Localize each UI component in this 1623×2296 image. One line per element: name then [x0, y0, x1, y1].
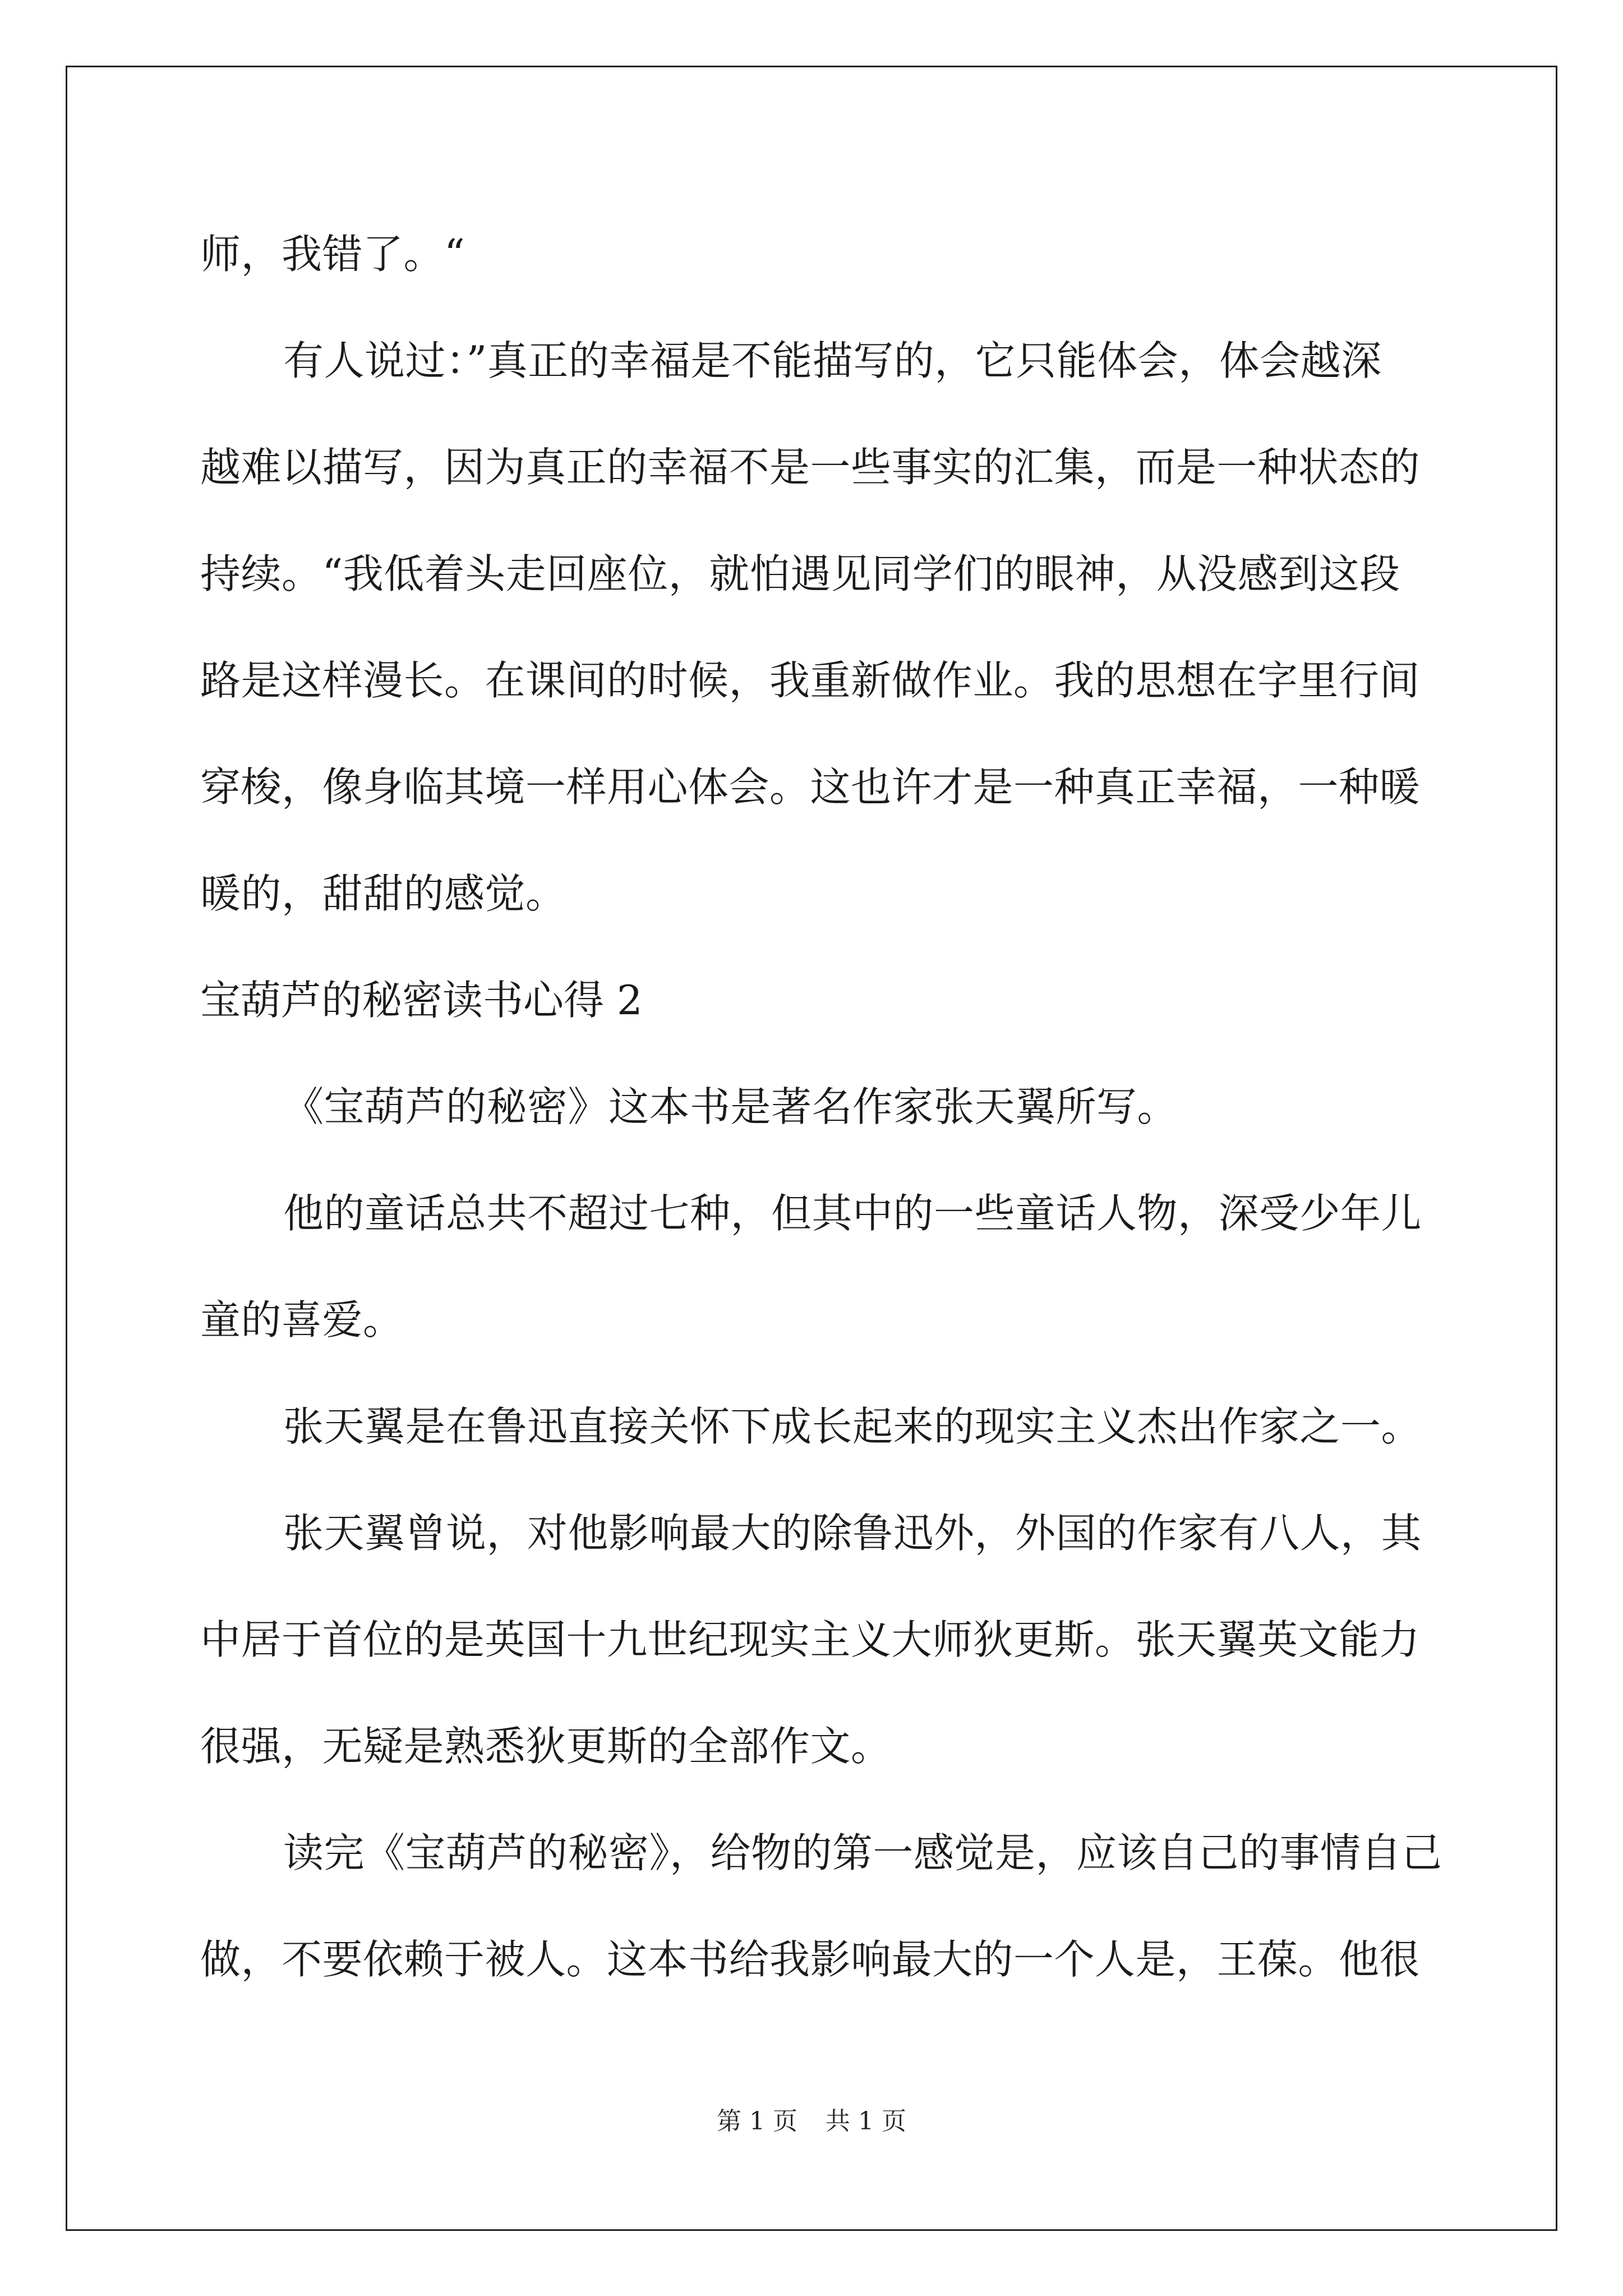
text-line: 中居于首位的是英国十九世纪现实主义大师狄更斯。张天翼英文能力 [200, 1616, 1421, 1663]
text-line: 张天翼曾说，对他影响最大的除鲁迅外，外国的作家有八人，其 [283, 1510, 1422, 1557]
page-number: 第 1 页 [717, 2107, 797, 2136]
text-line: 师，我错了。“ [200, 231, 465, 278]
page-footer [0, 2105, 1623, 2138]
text-line: 做，不要依赖于被人。这本书给我影响最大的一个人是，王葆。他很 [200, 1936, 1421, 1983]
text-line: 有人说过：”真正的幸福是不能描写的，它只能体会，体会越深 [283, 337, 1382, 384]
document-body [200, 201, 1442, 2013]
text-line: 《宝葫芦的秘密》这本书是著名作家张天翼所写。 [283, 1083, 1178, 1130]
text-line: 童的喜爱。 [200, 1296, 404, 1343]
text-line: 他的童话总共不超过七种，但其中的一些童话人物，深受少年儿 [283, 1190, 1422, 1237]
text-line: 持续。“我低着头走回座位，就怕遇见同学们的眼神，从没感到这段 [200, 550, 1400, 597]
text-line: 张天翼是在鲁迅直接关怀下成长起来的现实主义杰出作家之一。 [283, 1403, 1422, 1450]
section-heading: 宝葫芦的秘密读书心得 2 [200, 977, 643, 1024]
text-line: 读完《宝葫芦的秘密》，给物的第一感觉是，应该自己的事情自己 [283, 1829, 1442, 1876]
text-line: 暖的，甜甜的感觉。 [200, 870, 566, 917]
text-line: 越难以描写，因为真正的幸福不是一些事实的汇集，而是一种状态的 [200, 444, 1421, 491]
text-line: 穿梭，像身临其境一样用心体会。这也许才是一种真正幸福，一种暖 [200, 763, 1421, 811]
text-line: 很强，无疑是熟悉狄更斯的全部作文。 [200, 1723, 892, 1770]
page-total: 共 1 页 [826, 2107, 906, 2136]
text-line: 路是这样漫长。在课间的时候，我重新做作业。我的思想在字里行间 [200, 657, 1421, 704]
